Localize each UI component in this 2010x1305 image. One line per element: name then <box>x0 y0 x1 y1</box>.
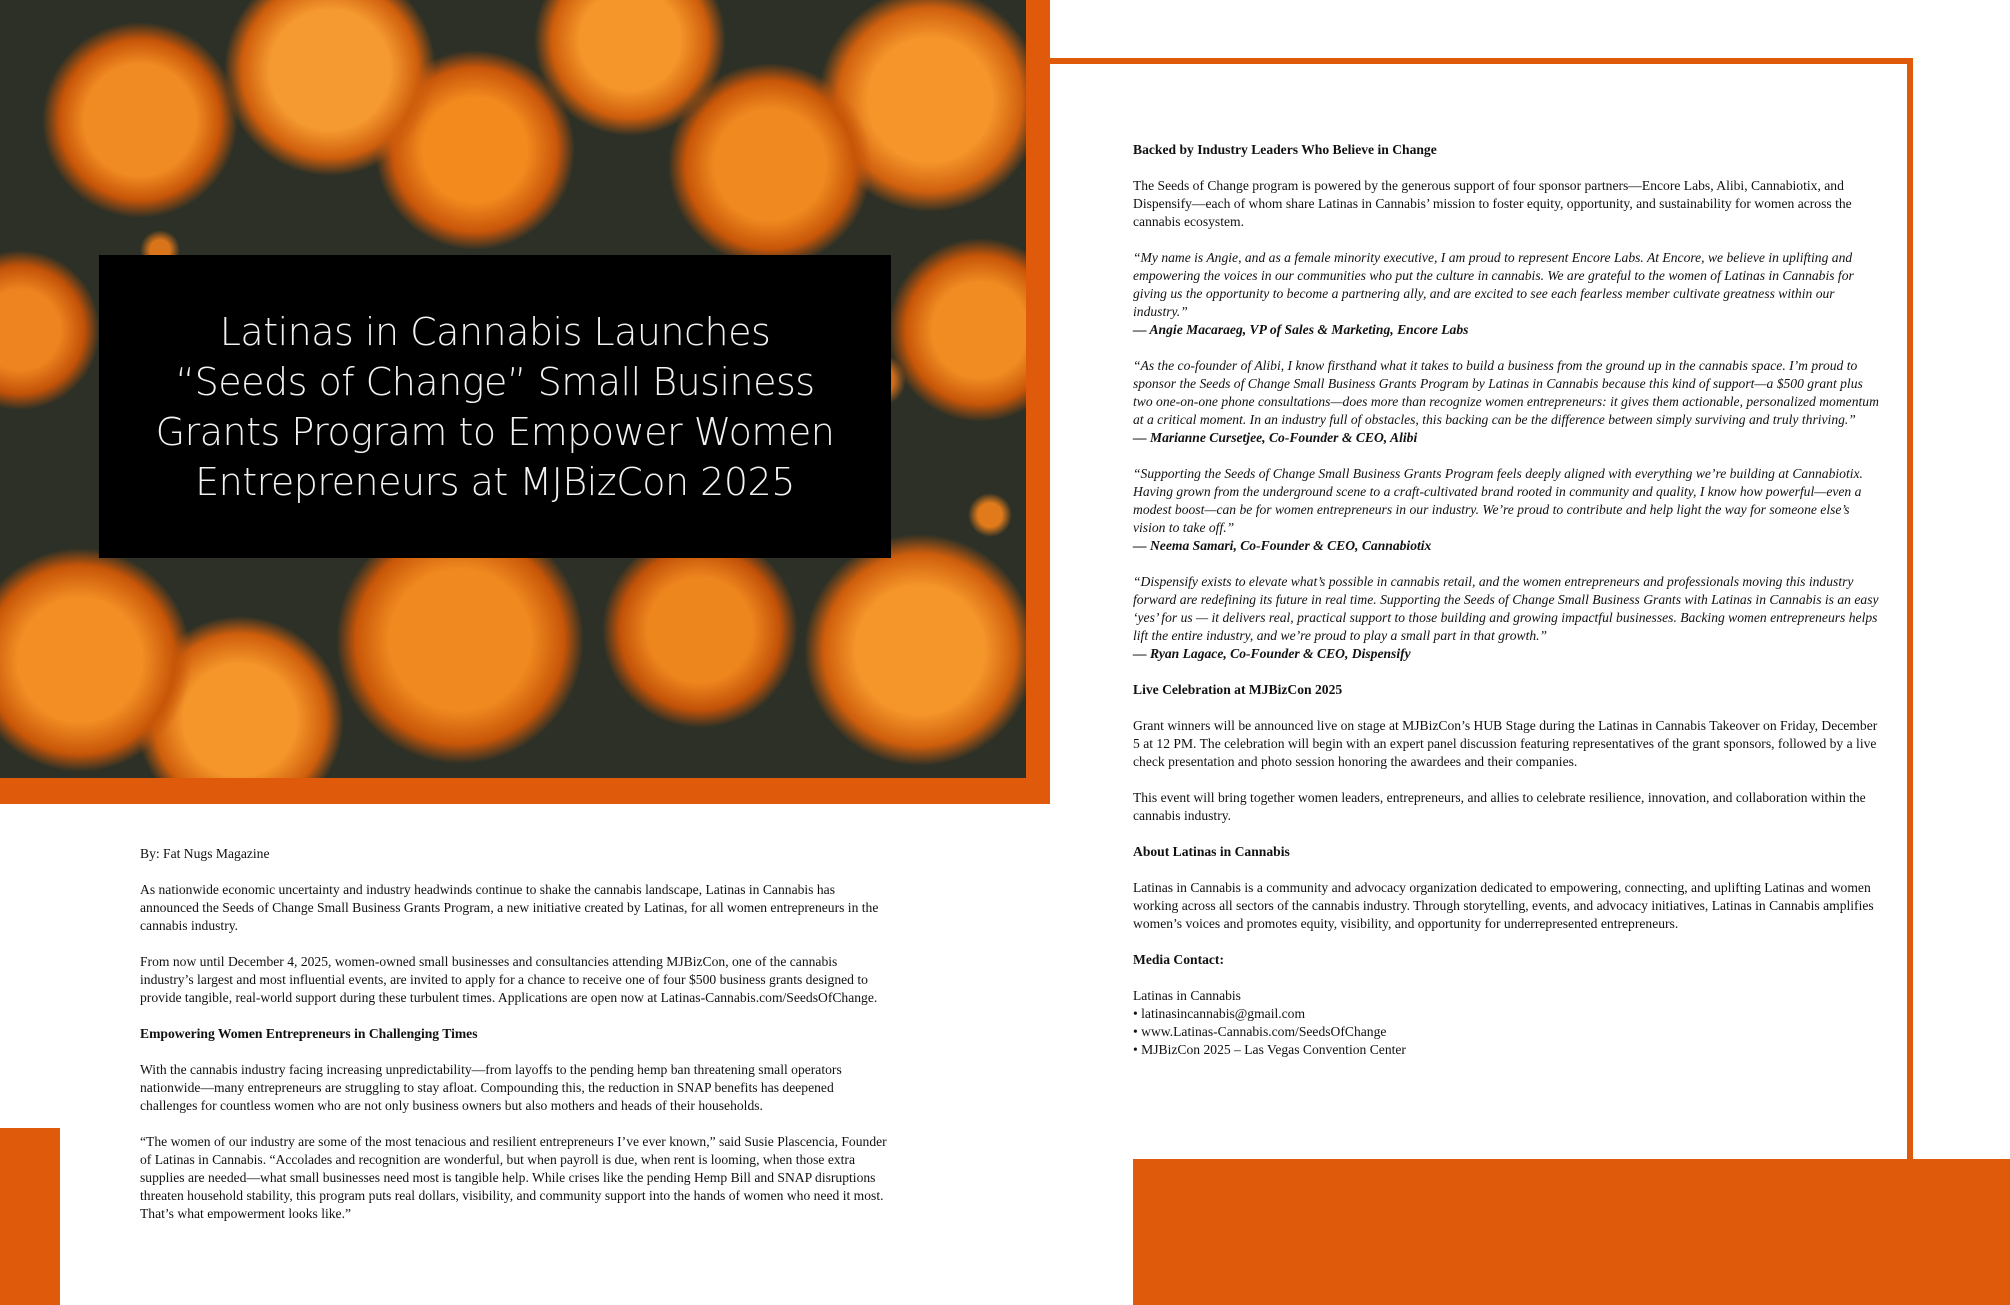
headline-box <box>99 255 891 558</box>
paragraph: As nationwide economic uncertainty and industry headwinds continue to shake the cannabis landscape, Latinas in Cannabis has announced the Seeds of Change Small Business Grants Program, a new initiative created by Latinas, for all women entrepreneurs in the cannabis industry. <box>140 882 879 933</box>
left-orange-accent <box>0 1128 60 1305</box>
paragraph: With the cannabis industry facing increasing unpredictability—from layoffs to the pending hemp ban threatening small operators nationwide—many entrepreneurs are struggling to stay afloat. Compounding this, the reduction in SNAP benefits has deepened challenges for countless women who are not only business owners but also mothers and heads of their households. <box>140 1062 842 1113</box>
section-heading: About Latinas in Cannabis <box>1133 844 1290 859</box>
quote-attribution: — Neema Samari, Co-Founder & CEO, Cannabiotix <box>1133 538 1432 553</box>
sponsor-quote <box>1133 249 1885 339</box>
quote-attribution: — Ryan Lagace, Co-Founder & CEO, Dispensify <box>1133 646 1411 661</box>
media-contact <box>1133 987 1885 1059</box>
contact-website[interactable]: • www.Latinas-Cannabis.com/SeedsOfChange <box>1133 1024 1387 1039</box>
quote-text: “My name is Angie, and as a female minority executive, I am proud to represent Encore Labs. At Encore, we believe in uplifting and empowering the voices in our communities who put the culture in cannabis. We are grateful to the women of Latinas in Cannabis for giving us the opportunity to become a partnering ally, and are excited to see each fearless member cultivate greatness within our industry.” <box>1133 250 1854 319</box>
sponsor-quote <box>1133 465 1885 555</box>
article-right-column <box>1133 141 1885 1059</box>
section-heading: Backed by Industry Leaders Who Believe in Change <box>1133 142 1437 157</box>
contact-list <box>1133 1005 1885 1059</box>
right-frame-side-border <box>1907 58 1913 1159</box>
right-orange-accent <box>1133 1159 2010 1305</box>
paragraph: Grant winners will be announced live on stage at MJBizCon’s HUB Stage during the Latinas in Cannabis Takeover on Friday, December 5 at 12 PM. The celebration will begin with an expert panel discussion featuring representatives of the grant sponsors, followed by a live check presentation and photo session honoring the awardees and their companies. <box>1133 718 1878 769</box>
quote-attribution: — Marianne Cursetjee, Co-Founder & CEO, Alibi <box>1133 430 1418 445</box>
quote-text: “Dispensify exists to elevate what’s possible in cannabis retail, and the women entrepreneurs and professionals moving this industry forward are redefining its future in real time. Supporting the Seeds of Change Small Business Grants with Latinas in Cannabis is an easy ‘yes’ for us — it delivers real, practical support to those building and growing impactful businesses. Backing women entrepreneurs helps lift the entire industry, and we’re proud to play a small part in that growth.” <box>1133 574 1879 643</box>
quote-text: “As the co-founder of Alibi, I know firsthand what it takes to build a business from the ground up in the cannabis space. I’m proud to sponsor the Seeds of Change Small Business Grants Program by Latinas in Cannabis because this kind of support—a $500 grant plus two one-on-one phone consultations—does more than recognize women entrepreneurs: it gives them actionable, personalized momentum at a critical moment. In an industry full of obstacles, this backing can be the difference between simply surviving and truly thriving.” <box>1133 358 1879 427</box>
paragraph: This event will bring together women leaders, entrepreneurs, and allies to celebrate resilience, innovation, and collaboration within the cannabis industry. <box>1133 790 1866 823</box>
section-heading: Media Contact: <box>1133 952 1224 967</box>
section-heading: Live Celebration at MJBizCon 2025 <box>1133 682 1343 697</box>
paragraph: Latinas in Cannabis is a community and advocacy organization dedicated to empowering, connecting, and uplifting Latinas and women working across all sectors of the cannabis industry. Through storytelling, events, and advocacy initiatives, Latinas in Cannabis amplifies women’s voices and promotes equity, visibility, and opportunity for underrepresented entrepreneurs. <box>1133 880 1874 931</box>
contact-location: • MJBizCon 2025 – Las Vegas Convention Center <box>1133 1042 1406 1057</box>
article-left-column <box>140 845 890 1241</box>
marigold-hero-image <box>0 0 1026 778</box>
paragraph: From now until December 4, 2025, women-owned small businesses and consultancies attending MJBizCon, one of the cannabis industry’s largest and most influential events, are invited to apply for a chance to receive one of four $500 business grants designed to provide tangible, real-world support during these turbulent times. Applications are open now at Latinas-Cannabis.com/SeedsOfChange. <box>140 954 878 1005</box>
quote-text: “Supporting the Seeds of Change Small Business Grants Program feels deeply aligned with everything we’re building at Cannabiotix. Having grown from the underground scene to a craft-cultivated brand rooted in community and quality, I know how powerful—even a modest boost—can be for women entrepreneurs in our industry. We’re proud to contribute and help light the way for someone else’s vision to take off.” <box>1133 466 1863 535</box>
headline: Latinas in Cannabis Launches “Seeds of Change” Small Business Grants Program to Empower Women Entrepreneurs at MJBizCon 2025 <box>155 309 835 504</box>
right-frame-top-border <box>1050 58 1913 64</box>
section-heading: Empowering Women Entrepreneurs in Challenging Times <box>140 1026 478 1041</box>
sponsor-quote <box>1133 357 1885 447</box>
contact-name: Latinas in Cannabis <box>1133 988 1241 1003</box>
byline: By: Fat Nugs Magazine <box>140 846 270 861</box>
paragraph: “The women of our industry are some of the most tenacious and resilient entrepreneurs I’ve ever known,” said Susie Plascencia, Founder of Latinas in Cannabis. “Accolades and recognition are wonderful, but when payroll is due, when rent is looming, when those extra supplies are needed—what small businesses need most is tangible help. While crises like the pending Hemp Bill and SNAP disruptions threaten household stability, this program puts real dollars, visibility, and community support into the hands of women who need it most. That’s what empowerment looks like.” <box>140 1134 887 1221</box>
quote-attribution: — Angie Macaraeg, VP of Sales & Marketing, Encore Labs <box>1133 322 1469 337</box>
paragraph: The Seeds of Change program is powered by the generous support of four sponsor partners—Encore Labs, Alibi, Cannabiotix, and Dispensify—each of whom share Latinas in Cannabis’ mission to foster equity, opportunity, and sustainability for women across the cannabis ecosystem. <box>1133 178 1852 229</box>
sponsor-quote <box>1133 573 1885 663</box>
contact-email[interactable]: • latinasincannabis@gmail.com <box>1133 1006 1306 1021</box>
